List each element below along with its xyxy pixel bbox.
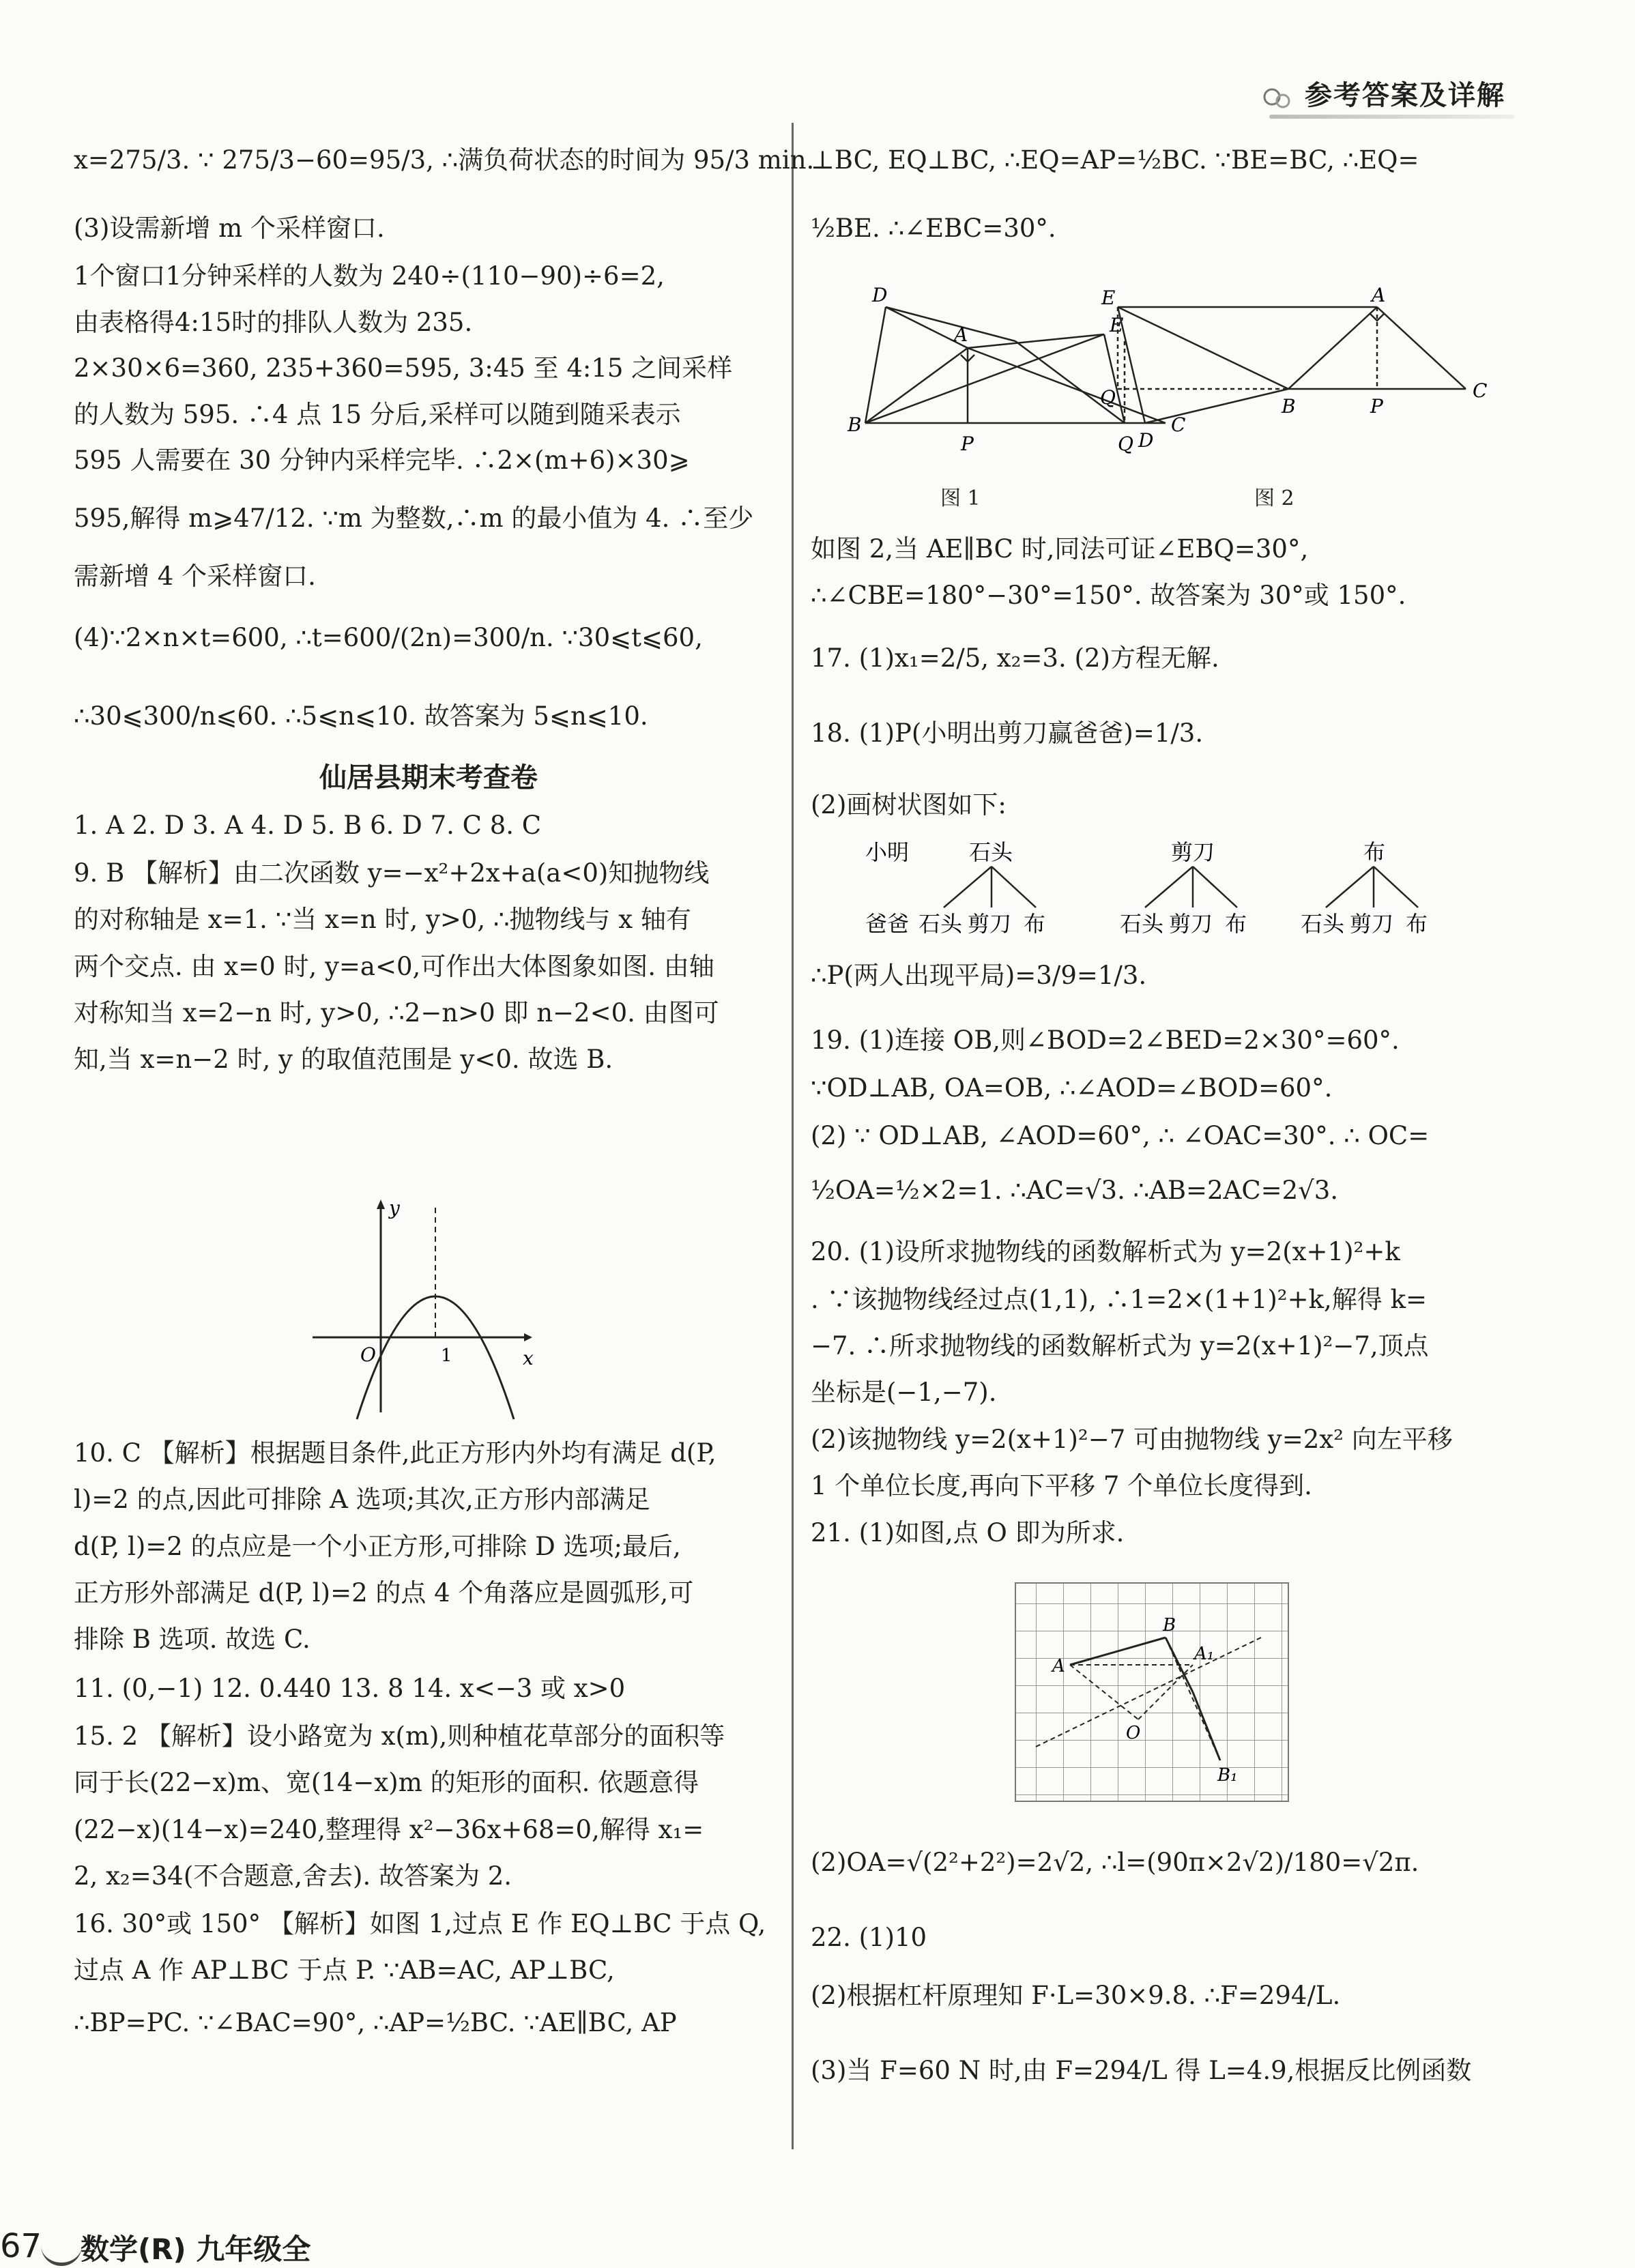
tree-top-3: 布	[1363, 839, 1386, 865]
fig1-point-C: C	[1171, 413, 1186, 436]
text-line: 1 个单位长度,再向下平移 7 个单位长度得到.	[811, 1471, 1312, 1500]
parabola-graph	[306, 1194, 538, 1426]
tree-leaf: 布	[1406, 911, 1428, 937]
text-line: ∴BP=PC. ∵∠BAC=90°, ∴AP=½BC. ∵AE∥BC, AP	[74, 2008, 677, 2037]
tree-leaf: 剪刀	[968, 911, 1012, 937]
text-line: 595 人需要在 30 分钟内采样完毕. ∴2×(m+6)×30⩾	[74, 446, 690, 475]
fig2-point-E: E	[1101, 287, 1116, 309]
grid-point-A: A	[1052, 1656, 1065, 1676]
tree-leaf: 剪刀	[1169, 911, 1213, 937]
text-line: . ∵该抛物线经过点(1,1), ∴1=2×(1+1)²+k,解得 k=	[811, 1285, 1427, 1314]
fig1-point-P: P	[961, 433, 974, 455]
text-line: 正方形外部满足 d(P, l)=2 的点 4 个角落应是圆弧形,可	[74, 1578, 694, 1608]
text-line: 9. B 【解析】由二次函数 y=−x²+2x+a(a<0)知抛物线	[74, 858, 710, 888]
graph-label-y: y	[389, 1197, 400, 1219]
fig1-point-B: B	[848, 413, 862, 436]
footer-decoration	[41, 2245, 82, 2266]
grid-diagram	[1009, 1576, 1322, 1822]
tree-top-1: 石头	[969, 839, 1013, 865]
text-line: 知,当 x=n−2 时, y 的取值范围是 y<0. 故选 B.	[74, 1045, 613, 1074]
answer-line: 1. A 2. D 3. A 4. D 5. B 6. D 7. C 8. C	[74, 811, 542, 840]
text-line: 2×30×6=360, 235+360=595, 3:45 至 4:15 之间采样	[74, 353, 733, 383]
text-line: 需新增 4 个采样窗口.	[74, 562, 316, 591]
text-line: 19. (1)连接 OB,则∠BOD=2∠BED=2×30°=60°.	[811, 1026, 1400, 1055]
text-line: ∴30⩽300/n⩽60. ∴5⩽n⩽10. 故答案为 5⩽n⩽10.	[74, 701, 648, 731]
text-line: d(P, l)=2 的点应是一个小正方形,可排除 D 选项;最后,	[74, 1532, 681, 1561]
fig2-point-Q: Q	[1100, 386, 1116, 409]
text-line: (2)画树状图如下:	[811, 790, 1007, 819]
text-line: (3)设需新增 m 个采样窗口.	[74, 214, 385, 243]
tree-child-label: 小明	[865, 839, 910, 865]
answer-line: 11. (0,−1) 12. 0.440 13. 8 14. x<−3 或 x>0	[74, 1674, 626, 1703]
fig1-point-E: E	[1110, 314, 1124, 336]
answer-line: 22. (1)10	[811, 1923, 927, 1952]
text-line: ½OA=½×2=1. ∴AC=√3. ∴AB=2AC=2√3.	[811, 1176, 1339, 1205]
book-title: 数学(R) 九年级全	[81, 2233, 311, 2266]
text-line: ⊥BC, EQ⊥BC, ∴EQ=AP=½BC. ∵BE=BC, ∴EQ=	[811, 145, 1419, 175]
text-line: 坐标是(−1,−7).	[811, 1378, 997, 1407]
column-divider	[792, 123, 794, 2149]
text-line: 2, x₂=34(不合题意,舍去). 故答案为 2.	[74, 1861, 512, 1891]
text-line: ½BE. ∴∠EBC=30°.	[811, 214, 1056, 243]
tree-leaf: 石头	[1120, 911, 1164, 937]
text-line: 的人数为 595. ∴4 点 15 分后,采样可以随到随采表示	[74, 400, 681, 429]
text-line: 15. 2 【解析】设小路宽为 x(m),则种植花草部分的面积等	[74, 1721, 725, 1751]
graph-label-one: 1	[441, 1346, 452, 1366]
text-line: ∴∠CBE=180°−30°=150°. 故答案为 30°或 150°.	[811, 581, 1406, 610]
text-line: 1个窗口1分钟采样的人数为 240÷(110−90)÷6=2,	[74, 261, 665, 291]
header-decoration-icon	[1262, 83, 1303, 111]
text-line: (2)根据杠杆原理知 F·L=30×9.8. ∴F=294/L.	[811, 1981, 1341, 2010]
fig1-point-Q: Q	[1118, 433, 1133, 455]
text-line: 对称知当 x=2−n 时, y>0, ∴2−n>0 即 n−2<0. 由图可	[74, 998, 719, 1028]
tree-leaf: 剪刀	[1350, 911, 1394, 937]
text-line: 过点 A 作 AP⊥BC 于点 P. ∵AB=AC, AP⊥BC,	[74, 1956, 615, 1985]
text-line: 排除 B 选项. 故选 C.	[74, 1625, 310, 1654]
tree-leaf: 石头	[918, 911, 963, 937]
grid-point-B: B	[1163, 1615, 1176, 1635]
fig1-point-A: A	[954, 323, 968, 346]
text-line: 由表格得4:15时的排队人数为 235.	[74, 308, 473, 337]
text-line: (2)该抛物线 y=2(x+1)²−7 可由抛物线 y=2x² 向左平移	[811, 1425, 1453, 1454]
grid-point-O: O	[1126, 1723, 1141, 1743]
text-line: −7. ∴所求抛物线的函数解析式为 y=2(x+1)²−7,顶点	[811, 1331, 1429, 1361]
text-line: 595,解得 m⩾47/12. ∵m 为整数,∴m 的最小值为 4. ∴至少	[74, 504, 754, 533]
tree-leaf: 布	[1024, 911, 1046, 937]
tree-parent-label: 爸爸	[865, 911, 910, 937]
header-underline	[1269, 115, 1515, 119]
fig2-point-D: D	[1138, 429, 1154, 452]
header-title: 参考答案及详解	[1305, 80, 1505, 111]
fig2-point-A: A	[1372, 287, 1386, 306]
text-line: ∵OD⊥AB, OA=OB, ∴∠AOD=∠BOD=60°.	[811, 1073, 1333, 1103]
graph-label-x: x	[523, 1347, 534, 1369]
text-line: 16. 30°或 150° 【解析】如图 1,过点 E 作 EQ⊥BC 于点 Q,	[74, 1909, 766, 1938]
answer-line: 17. (1)x₁=2/5, x₂=3. (2)方程无解.	[811, 643, 1219, 673]
figure-2-diagram	[1090, 287, 1514, 471]
fig2-point-P: P	[1370, 395, 1383, 418]
graph-label-origin: O	[360, 1343, 376, 1366]
text-line: 两个交点. 由 x=0 时, y=a<0,可作出大体图象如图. 由轴	[74, 952, 714, 981]
answer-line: 18. (1)P(小明出剪刀赢爸爸)=1/3.	[811, 718, 1204, 748]
text-line: 21. (1)如图,点 O 即为所求.	[811, 1518, 1125, 1547]
grid-point-B1: B₁	[1217, 1765, 1238, 1786]
text-line: (3)当 F=60 N 时,由 F=294/L 得 L=4.9,根据反比例函数	[811, 2056, 1472, 2085]
text-line: 同于长(22−x)m、宽(14−x)m 的矩形的面积. 依题意得	[74, 1768, 699, 1797]
text-line: (2) ∵ OD⊥AB, ∠AOD=60°, ∴ ∠OAC=30°. ∴ OC=	[811, 1121, 1430, 1150]
tree-leaf: 布	[1225, 911, 1247, 937]
text-line: 20. (1)设所求抛物线的函数解析式为 y=2(x+1)²+k	[811, 1237, 1400, 1266]
text-line: (22−x)(14−x)=240,整理得 x²−36x+68=0,解得 x₁=	[74, 1815, 704, 1844]
text-line: ∴P(两人出现平局)=3/9=1/3.	[811, 961, 1147, 990]
grid-point-A1: A₁	[1194, 1644, 1215, 1664]
text-line: 的对称轴是 x=1. ∵当 x=n 时, y>0, ∴抛物线与 x 轴有	[74, 905, 691, 934]
text-line: l)=2 的点,因此可排除 A 选项;其次,正方形内部满足	[74, 1485, 650, 1514]
text-line: 10. C 【解析】根据题目条件,此正方形内外均有满足 d(P,	[74, 1438, 717, 1468]
page-number: 67	[0, 2227, 42, 2265]
figure-1-caption: 图 1	[940, 486, 981, 510]
fig2-point-C: C	[1473, 379, 1488, 402]
text-line: (2)OA=√(2²+2²)=2√2, ∴l=(90π×2√2)/180=√2π.	[811, 1848, 1419, 1877]
text-line: x=275/3. ∵ 275/3−60=95/3, ∴满负荷状态的时间为 95/3 min.	[74, 145, 815, 175]
tree-leaf: 石头	[1301, 911, 1345, 937]
section-title: 仙居县期末考查卷	[319, 762, 538, 794]
text-line: 如图 2,当 AE∥BC 时,同法可证∠EBQ=30°,	[811, 534, 1309, 564]
figure-2-caption: 图 2	[1254, 486, 1294, 510]
tree-top-2: 剪刀	[1171, 839, 1215, 865]
fig1-point-D: D	[872, 287, 888, 306]
tree-diagram	[838, 832, 1507, 948]
text-line: (4)∵2×n×t=600, ∴t=600/(2n)=300/n. ∵30⩽t⩽60,	[74, 623, 703, 652]
fig2-point-B: B	[1282, 395, 1296, 418]
